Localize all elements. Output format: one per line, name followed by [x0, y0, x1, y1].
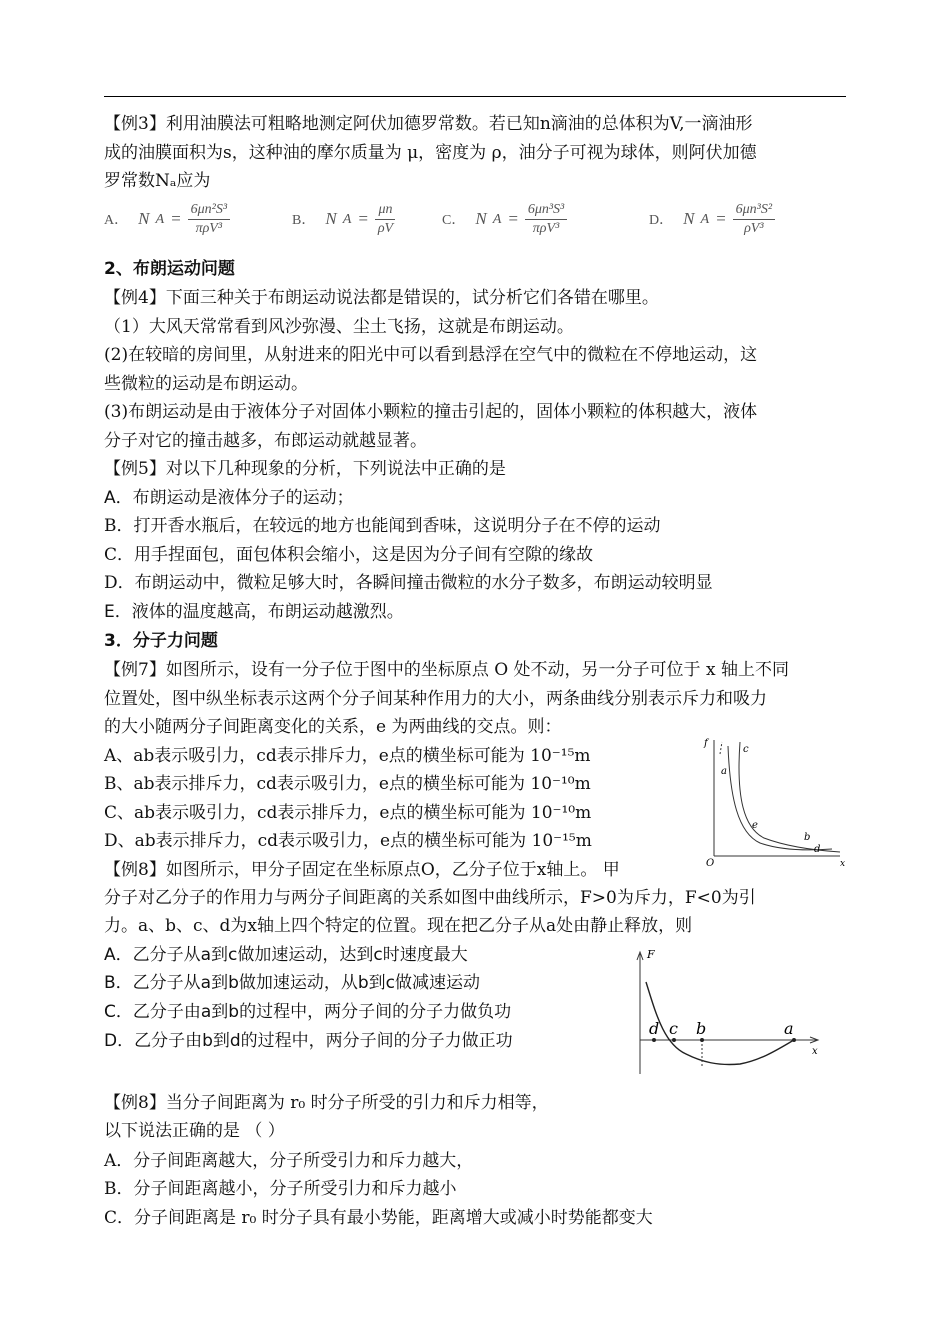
label-b: b	[804, 832, 811, 843]
label-a: a	[721, 766, 727, 777]
curve-cd	[739, 742, 840, 852]
ex3-line-3: 罗常数Nₐ应为	[104, 171, 211, 191]
ex3-options	[104, 196, 846, 242]
label-d: d	[814, 844, 821, 855]
ex4-line-1: 【例4】下面三种关于布朗运动说法都是错误的，试分析它们各错在哪里。	[104, 288, 659, 308]
ex7-option-b: B、ab表示排斥力，cd表示吸引力，e点的横坐标可能为 10⁻¹⁰m	[104, 774, 591, 794]
formula-numerator: μn	[375, 202, 395, 220]
option-label: C．	[442, 213, 466, 228]
formula-numerator: 6μn³S²	[733, 202, 775, 220]
formula-sub: A	[700, 210, 710, 227]
label-f: f	[704, 738, 708, 749]
ex3-option-c: C． N A = $\frac{\text{6μn³S³}}{\text{πρV³}}$	[442, 196, 567, 242]
formula-lhs: N	[138, 209, 150, 228]
ex8b-option-b: B．分子间距离越小，分子所受引力和斥力越小	[104, 1179, 457, 1199]
option-label: B．	[292, 213, 316, 228]
formula-lhs: N	[683, 209, 695, 228]
ex4-line-2: （1）大风天常常看到风沙弥漫、尘土飞扬，这就是布朗运动。	[104, 317, 574, 337]
point-d	[652, 1038, 656, 1042]
ex8b-line-2: 以下说法正确的是 （ ）	[104, 1121, 285, 1141]
point-a	[792, 1038, 796, 1042]
label-b: b	[696, 1019, 707, 1038]
ex3-option-b: B． N A = $\frac{\mu n}{\rho V}$	[292, 196, 396, 242]
formula-sub: A	[342, 210, 352, 227]
formula-denominator: ρV	[377, 220, 394, 236]
ex3-line-2: 成的油膜面积为s，这种油的摩尔质量为 μ，密度为 ρ，油分子可视为球体，则阿伏加德	[104, 143, 757, 163]
ex4-line-4: 些微粒的运动是布朗运动。	[104, 374, 308, 394]
formula-numerator: 6μn²S³	[188, 202, 230, 220]
ex5-option-c: C．用手捏面包，面包体积会缩小，这是因为分子间有空隙的缘故	[104, 545, 594, 565]
option-label: D．	[649, 213, 674, 228]
label-a: a	[784, 1019, 794, 1038]
ex7-line-3: 的大小随两分子间距离变化的关系，e 为两曲线的交点。则：	[104, 717, 562, 737]
ex8a-line-2: 分子对乙分子的作用力与两分子间距离的关系如图中曲线所示，F>0为斥力，F<0为引	[104, 888, 756, 908]
ex8b-option-a: A．分子间距离越大，分子所受引力和斥力越大，	[104, 1151, 474, 1171]
ex5-option-d: D．布朗运动中，微粒足够大时，各瞬间撞击微粒的水分子数多，布朗运动较明显	[104, 573, 713, 593]
label-x: x	[812, 1046, 818, 1057]
option-label: A．	[104, 213, 129, 228]
formula-denominator: πρV³	[532, 220, 560, 236]
ex7-option-a: A、ab表示吸引力，cd表示排斥力，e点的横坐标可能为 10⁻¹⁵m	[104, 746, 591, 766]
formula-denominator: πρV³	[195, 220, 223, 236]
ex5-option-b: B．打开香水瓶后，在较远的地方也能闻到香味，这说明分子在不停的运动	[104, 516, 661, 536]
ex4-line-6: 分子对它的撞击越多，布郎运动就越显著。	[104, 431, 427, 451]
ex3-option-a: A． N A = $\frac{\text{6μn²S³}}{\text{πρV³}}$	[104, 196, 230, 242]
ex3-line-1: 【例3】利用油膜法可粗略地测定阿伏加德罗常数。若已知n滴油的总体积为V,一滴油形	[104, 114, 753, 134]
section-3-title: 3．分子力问题	[104, 631, 218, 651]
ex3-option-d: D． N A = $\frac{\text{6μn³S²}}{\text{ρV³}}$	[649, 196, 775, 242]
dashed-mark	[720, 742, 722, 754]
ex4-line-5: (3)布朗运动是由于液体分子对固体小颗粒的撞击引起的，固体小颗粒的体积越大，液体	[104, 402, 758, 422]
ex8a-option-c: C．乙分子由a到b的过程中，两分子间的分子力做负功	[104, 1002, 512, 1022]
ex4-line-3: (2)在较暗的房间里，从射进来的阳光中可以看到悬浮在空气中的微粒在不停地运动，这	[104, 345, 758, 365]
point-b	[700, 1038, 704, 1042]
label-x: x	[840, 859, 846, 868]
ex5-line-1: 【例5】对以下几种现象的分析，下列说法中正确的是	[104, 459, 506, 479]
ex5-option-a: A．布朗运动是液体分子的运动；	[104, 488, 354, 508]
ex8b-option-c: C．分子间距离是 r₀ 时分子具有最小势能，距离增大或减小时势能都变大	[104, 1208, 653, 1228]
ex8b-line-1: 【例8】当分子间距离为 r₀ 时分子所受的引力和斥力相等，	[104, 1093, 549, 1113]
ex5-option-e: E．液体的温度越高，布朗运动越激烈。	[104, 602, 404, 622]
ex8a-option-d: D．乙分子由b到d的过程中，两分子间的分子力做正功	[104, 1031, 513, 1051]
point-c	[672, 1038, 676, 1042]
force-curves-figure	[700, 728, 850, 868]
label-c: c	[669, 1019, 678, 1038]
label-c: c	[743, 744, 749, 755]
formula-sub: A	[492, 210, 502, 227]
force-distance-figure	[622, 944, 832, 1080]
label-F: F	[647, 948, 655, 961]
formula-numerator: 6μn³S³	[525, 202, 567, 220]
label-e: e	[752, 820, 758, 831]
formula-lhs: N	[325, 209, 337, 228]
ex7-option-c: C、ab表示吸引力，cd表示排斥力，e点的横坐标可能为 10⁻¹⁰m	[104, 803, 592, 823]
ex8a-option-a: A．乙分子从a到c做加速运动，达到c时速度最大	[104, 945, 468, 965]
ex7-option-d: D、ab表示排斥力，cd表示吸引力，e点的横坐标可能为 10⁻¹⁵m	[104, 831, 592, 851]
ex7-line-2: 位置处，图中纵坐标表示这两个分子间某种作用力的大小，两条曲线分别表示斥力和吸力	[104, 689, 767, 709]
formula-sub: A	[155, 210, 165, 227]
section-2-title: 2、布朗运动问题	[104, 259, 235, 279]
label-origin: O	[706, 858, 715, 868]
ex8a-option-b: B．乙分子从a到b做加速运动，从b到c做减速运动	[104, 973, 481, 993]
ex7-line-1: 【例7】如图所示，设有一分子位于图中的坐标原点 O 处不动，另一分子可位于 x 轴上不同	[104, 660, 789, 680]
top-rule	[104, 96, 846, 97]
curve-ab	[728, 746, 832, 850]
ex8a-line-3: 力。a、b、c、d为x轴上四个特定的位置。现在把乙分子从a处由静止释放，则	[104, 916, 693, 936]
ex8a-line-1: 【例8】如图所示，甲分子固定在坐标原点O，乙分子位于x轴上。 甲	[104, 860, 620, 880]
formula-denominator: ρV³	[744, 220, 764, 236]
formula-lhs: N	[475, 209, 487, 228]
label-d: d	[649, 1019, 660, 1038]
